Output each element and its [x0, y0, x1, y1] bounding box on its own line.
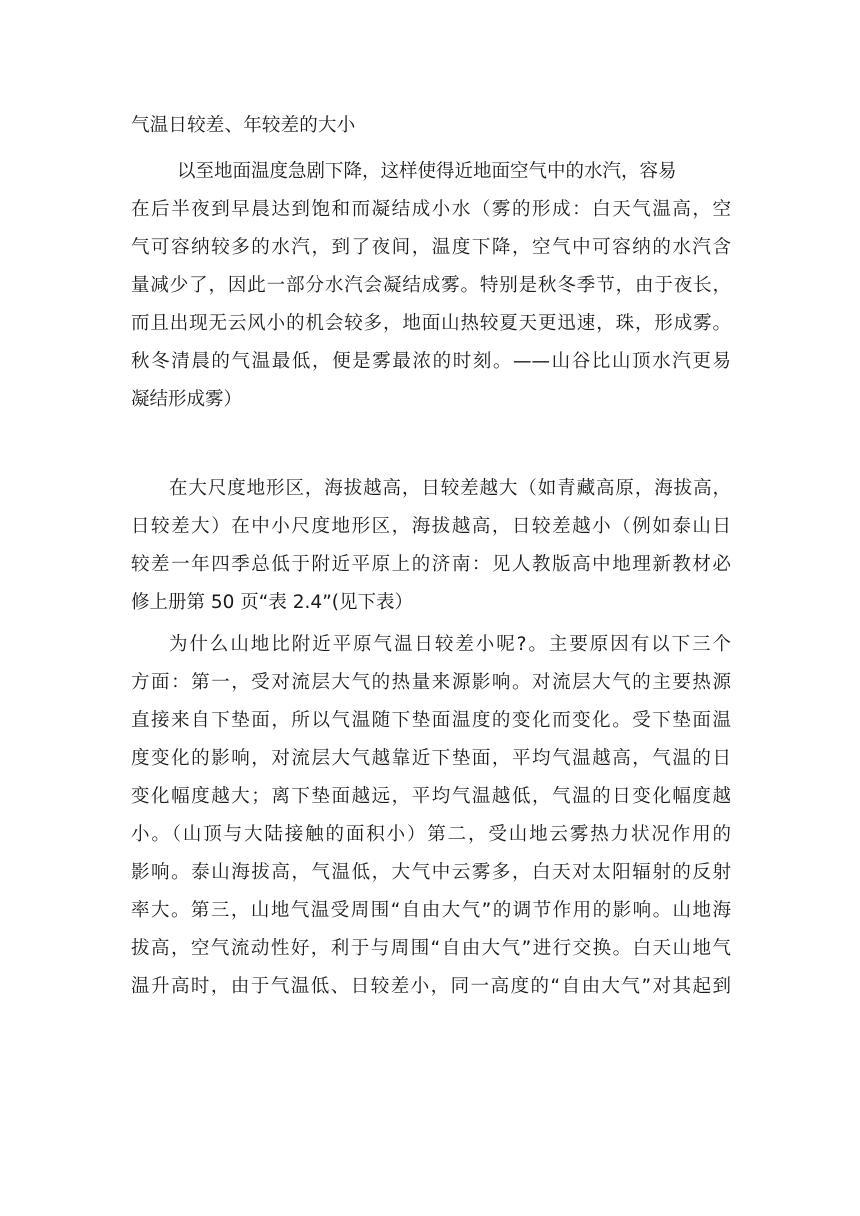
paragraph-line: 变化幅度越大；离下垫面越远，平均气温越低，气温的日变化幅度越	[131, 786, 731, 807]
paragraph-line: 而且出现无云风小的机会较多，地面山热较夏天更迅速，珠，形成雾。	[131, 313, 731, 334]
paragraph-terrain-scale	[131, 470, 731, 622]
paragraph-line: 凝结形成雾）	[131, 389, 243, 410]
paragraph-line: 温升高时，由于气温低、日较差小，同一高度的“自由大气”对其起到	[131, 976, 731, 997]
paragraph-line: 日较差大）在中小尺度地形区，海拔越高，日较差越小（例如泰山日	[131, 516, 731, 537]
paragraph-line: 拔高，空气流动性好，利于与周围“自由大气”进行交换。白天山地气	[131, 938, 731, 959]
section-title: 气温日较差、年较差的大小	[131, 115, 356, 136]
paragraph-line: 率大。第三，山地气温受周围“自由大气”的调节作用的影响。山地海	[131, 900, 731, 921]
paragraph-line: 影响。泰山海拔高，气温低，大气中云雾多，白天对太阳辐射的反射	[131, 862, 731, 883]
paragraph-line: 在后半夜到早晨达到饱和而凝结成小水（雾的形成：白天气温高，空	[131, 199, 731, 220]
paragraph-line: 量减少了，因此一部分水汽会凝结成雾。特别是秋冬季节，由于夜长，	[131, 275, 731, 296]
paragraph-line: 秋冬清晨的气温最低，便是雾最浓的时刻。——山谷比山顶水汽更易	[131, 351, 731, 372]
paragraph-line: 方面：第一，受对流层大气的热量来源影响。对流层大气的主要热源	[131, 672, 731, 693]
paragraph-line: 度变化的影响，对流层大气越靠近下垫面，平均气温越高，气温的日	[131, 748, 731, 769]
paragraph-line: 直接来自下垫面，所以气温随下垫面温度的变化而变化。受下垫面温	[131, 710, 731, 731]
paragraph-line: 小。（山顶与大陆接触的面积小）第二，受山地云雾热力状况作用的	[131, 824, 731, 845]
paragraph-line: 较差一年四季总低于附近平原上的济南：见人教版高中地理新教材必	[131, 554, 731, 575]
paragraph-mountain-reasons	[131, 626, 731, 1006]
paragraph-line: 为什么山地比附近平原气温日较差小呢?。主要原因有以下三个	[169, 634, 731, 655]
paragraph-line: 气可容纳较多的水汽，到了夜间，温度下降，空气中可容纳的水汽含	[131, 237, 731, 258]
paragraph-fog-formation	[131, 153, 731, 419]
paragraph-line: 修上册第 50 页“表 2.4”(见下表）	[131, 592, 413, 613]
paragraph-line: 以至地面温度急剧下降，这样使得近地面空气中的水汽，容易	[177, 161, 677, 182]
paragraph-line: 在大尺度地形区，海拔越高，日较差越大（如青藏高原，海拔高，	[169, 478, 731, 499]
